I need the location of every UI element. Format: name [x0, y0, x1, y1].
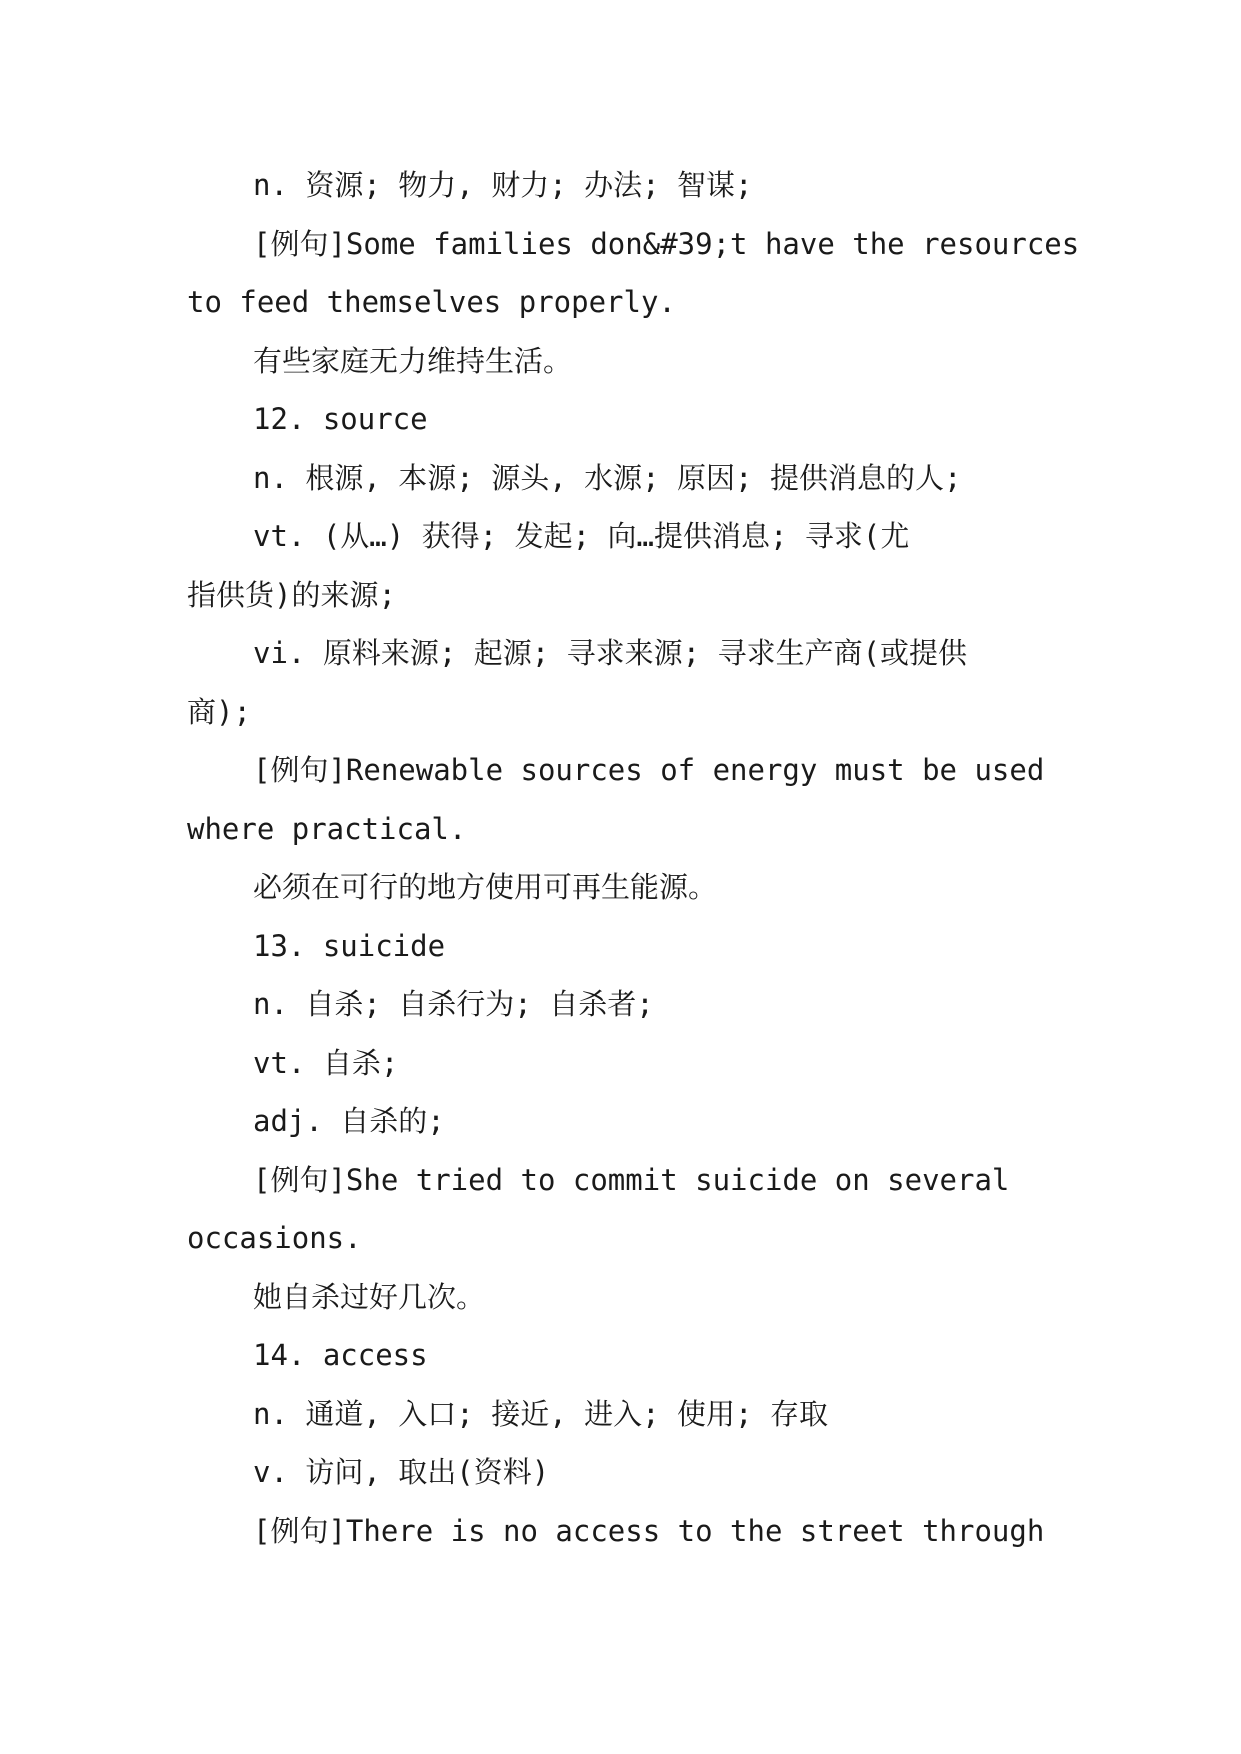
entry-heading: 14. access — [253, 1338, 428, 1372]
example-translation: 有些家庭无力维持生活。 — [253, 343, 573, 378]
definition-line: n. 根源, 本源; 源头, 水源; 原因; 提供消息的人; — [253, 460, 962, 495]
definition-line: vt. (从…) 获得; 发起; 向…提供消息; 寻求(尤 — [253, 519, 910, 553]
example-sentence: [例句]Renewable sources of energy must be used — [253, 753, 1045, 787]
example-sentence: [例句]Some families don&#39;t have the resources — [253, 226, 1080, 261]
example-sentence: [例句]There is no access to the street through — [253, 1513, 1045, 1548]
example-sentence-continued: occasions. — [187, 1221, 362, 1255]
example-sentence-continued: where practical. — [187, 811, 467, 846]
definition-line: vt. 自杀; — [253, 1045, 399, 1080]
definition-line-continued: 商); — [187, 694, 251, 729]
document-body — [187, 156, 1080, 1560]
definition-line: vi. 原料来源; 起源; 寻求来源; 寻求生产商(或提供 — [253, 636, 968, 670]
definition-line: n. 自杀; 自杀行为; 自杀者; — [253, 987, 654, 1021]
example-translation: 必须在可行的地方使用可再生能源。 — [253, 870, 718, 904]
definition-line: n. 通道, 入口; 接近, 进入; 使用; 存取 — [253, 1396, 828, 1431]
example-sentence-continued: to feed themselves properly. — [187, 285, 676, 319]
definition-line: n. 资源; 物力, 财力; 办法; 智谋; — [253, 168, 753, 202]
definition-line: v. 访问, 取出(资料) — [253, 1455, 550, 1489]
example-sentence: [例句]She tried to commit suicide on several — [253, 1162, 1010, 1197]
definition-line-continued: 指供货)的来源; — [187, 577, 396, 612]
entry-heading: 13. suicide — [253, 928, 446, 963]
definition-line: adj. 自杀的; — [253, 1104, 445, 1138]
entry-heading: 12. source — [253, 402, 428, 436]
example-translation: 她自杀过好几次。 — [253, 1279, 486, 1314]
